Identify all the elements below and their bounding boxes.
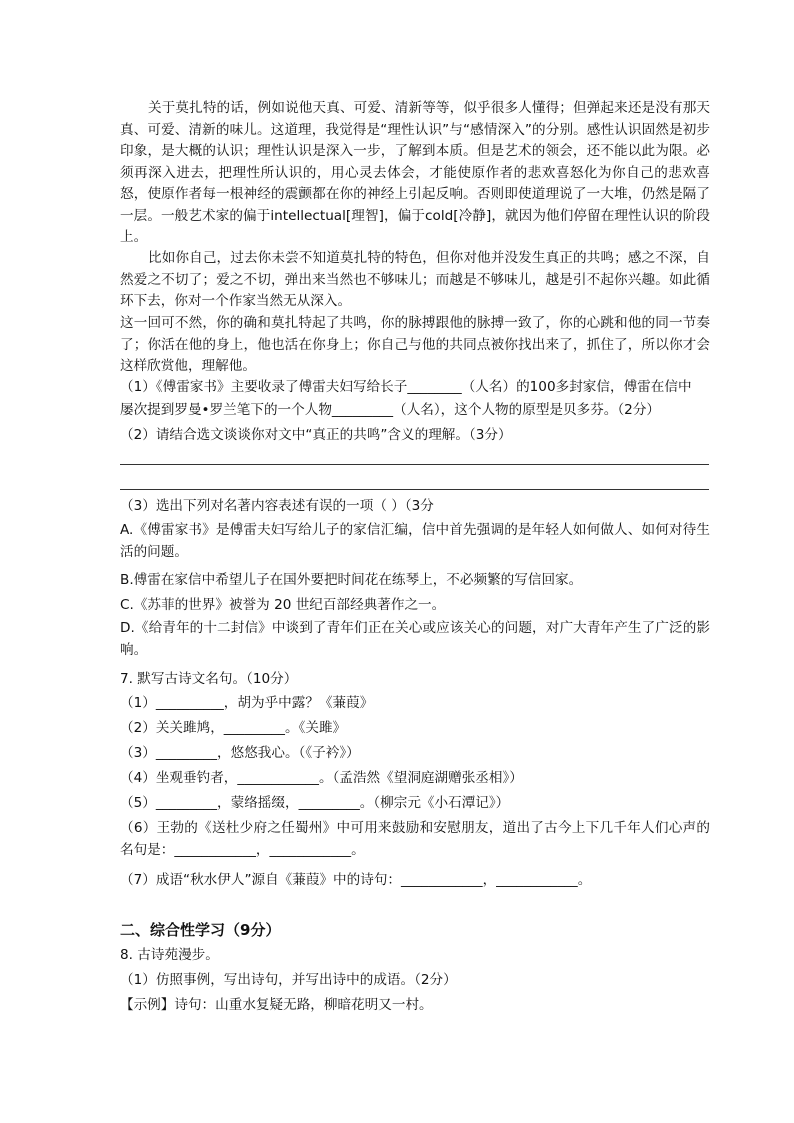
passage-paragraph-2: 比如你自己，过去你未尝不知道莫扎特的特色，但你对他并没发生真正的共鸣；感之不深，自然爱之不切了；爱之不切，弹出来当然也不够味儿；而越是不够味儿，越是引不起你兴趣。如此循环下去，你对一个作家当然无从深入。 xyxy=(120,250,710,309)
poetry-title: 7. 默写古诗文名句。（10分） xyxy=(120,671,298,687)
option-d: D.《给青年的十二封信》中谈到了青年们正在关心或应该关心的问题，对广大青年产生了广泛的影响。 xyxy=(120,620,710,658)
answer-line-2[interactable] xyxy=(120,489,709,490)
poetry-line-3: （3）_________，悠悠我心。（《子衿》） xyxy=(120,745,360,761)
option-c: C.《苏菲的世界》被誉为 20 世纪百部经典著作之一。 xyxy=(120,597,446,613)
question-3: （3）选出下列对名著内容表述有误的一项（ ）（3分 xyxy=(120,498,434,514)
poetry-line-5: （5）_________，蒙络摇缀，_________。（柳宗元《小石潭记》） xyxy=(120,795,510,811)
option-b: B.傅雷在家信中希望儿子在国外要把时间花在练琴上，不必频繁的写信回家。 xyxy=(120,572,583,588)
passage-paragraph-3: 这一回可不然，你的确和莫扎特起了共鸣，你的脉搏跟他的脉搏一致了，你的心跳和他的同一节奏了；你活在他的身上，他也活在你身上；你自己与他的共同点被你找出来了，抓住了，所以你才会这样欣赏他，理解他。 xyxy=(120,315,710,374)
question-2: （2）请结合选文谈谈你对文中“真正的共鸣”含义的理解。（3分） xyxy=(120,427,512,443)
question-8: 8. 古诗苑漫步。 xyxy=(120,947,219,963)
poetry-line-4: （4）坐观垂钓者，____________。（孟浩然《望洞庭湖赠张丞相》） xyxy=(120,770,523,786)
poetry-line-2: （2）关关雎鸠，_________。《关雎》 xyxy=(120,720,347,736)
poetry-line-6: （6）王勃的《送杜少府之任蜀州》中可用来鼓励和安慰朋友，道出了古今上下几千年人们心声的名句是：____________，____________。 xyxy=(120,820,710,858)
question-1-line-1: （1）《傅雷家书》主要收录了傅雷夫妇写给长子________（人名）的100多封家信，傅雷在信中 xyxy=(120,379,692,395)
section-2-title: 二、综合性学习（9分） xyxy=(120,921,281,939)
answer-line-1[interactable] xyxy=(120,464,709,465)
question-8-1: （1）仿照事例，写出诗句，并写出诗中的成语。（2分） xyxy=(120,972,457,988)
passage-paragraph-1: 关于莫扎特的话，例如说他天真、可爱、清新等等，似乎很多人懂得；但弹起来还是没有那天真、可爱、清新的味儿。这道理，我觉得是“理性认识”与“感情深入”的分别。感性认识固然是初步印象，是大概的认识；理性认识是深入一步，了解到本质。但是艺术的领会，还不能以此为限。必须再深入进去，把理性所认识的，用心灵去体会，才能使原作者的悲欢喜怒化为你自己的悲欢喜怒，使原作者每一根神经的震颤都在你的神经上引起反响。否则即使道理说了一大堆，仍然是隔了一层。一般艺术家的偏于intellectual[理智]，偏于cold[冷静]，就因为他们停留在理性认识的阶段上。 xyxy=(120,100,710,245)
poetry-line-1: （1）__________，胡为乎中露？《蒹葭》 xyxy=(120,695,374,711)
question-1-line-2: 屡次提到罗曼•罗兰笔下的一个人物_________（人名），这个人物的原型是贝多芬。（2分） xyxy=(120,402,661,418)
option-a: A.《傅雷家书》是傅雷夫妇写给儿子的家信汇编，信中首先强调的是年轻人如何做人、如何对待生活的问题。 xyxy=(120,522,710,560)
example-line: 【示例】诗句：山重水复疑无路，柳暗花明又一村。 xyxy=(120,997,433,1013)
poetry-line-7: （7）成语“秋水伊人”源自《蒹葭》中的诗句：____________，____________。 xyxy=(120,872,592,888)
